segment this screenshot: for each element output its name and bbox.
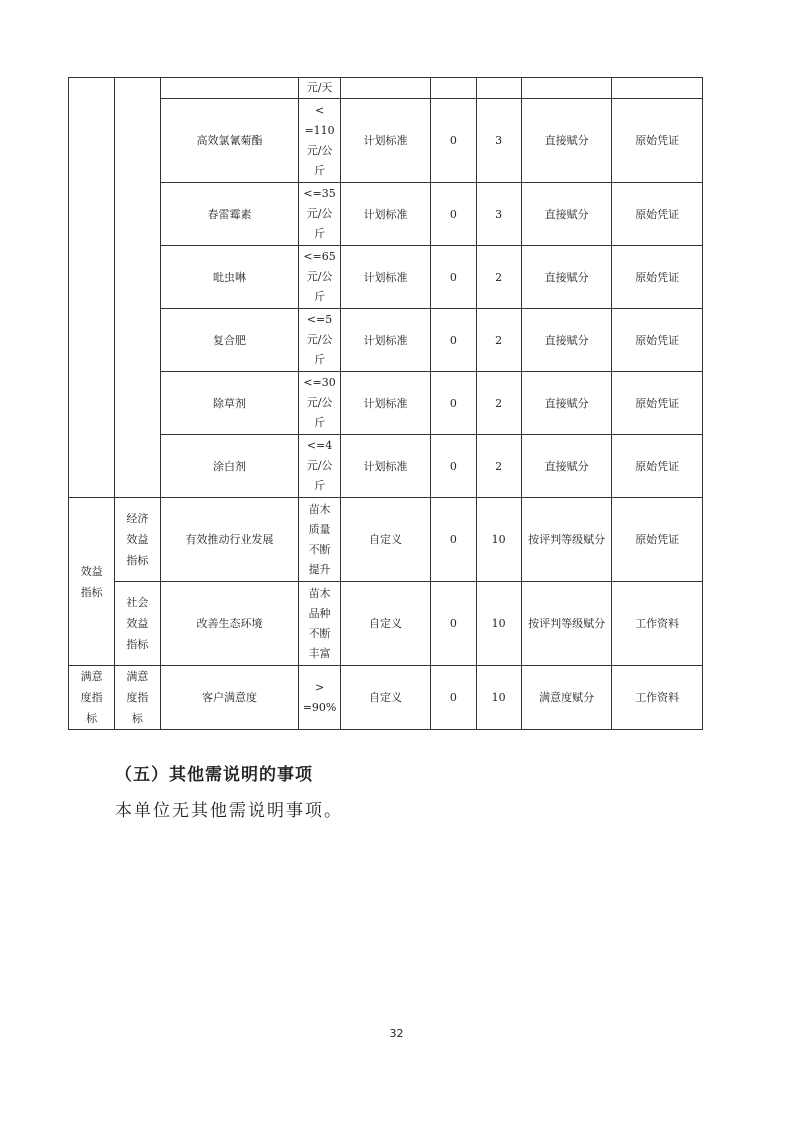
standard-cell: 苗木 品种 不断 丰富 xyxy=(299,582,340,666)
score-cell: 3 xyxy=(476,99,521,183)
section-heading: （五）其他需说明的事项 xyxy=(115,765,313,785)
min-cell: 0 xyxy=(431,372,476,435)
level2-cell xyxy=(115,78,160,498)
scoring-cell: 直接赋分 xyxy=(521,372,612,435)
level1-cell xyxy=(69,78,115,498)
standard-cell: 苗木 质量 不断 提升 xyxy=(299,498,340,582)
source-cell: 工作资料 xyxy=(612,666,703,730)
standard-cell: <=30 元/公 斤 xyxy=(299,372,340,435)
method-cell: 计划标准 xyxy=(340,309,431,372)
method-cell: 自定义 xyxy=(340,498,431,582)
source-cell: 工作资料 xyxy=(612,582,703,666)
indicator-name: 有效推动行业发展 xyxy=(160,498,299,582)
standard-cell: <=5 元/公 斤 xyxy=(299,309,340,372)
indicator-name: 吡虫啉 xyxy=(160,246,299,309)
method-cell: 计划标准 xyxy=(340,183,431,246)
indicator-name: 复合肥 xyxy=(160,309,299,372)
method-cell: 自定义 xyxy=(340,666,431,730)
table-row xyxy=(69,309,703,372)
table-row xyxy=(69,78,703,99)
scoring-cell: 直接赋分 xyxy=(521,246,612,309)
scoring-cell: 满意度赋分 xyxy=(521,666,612,730)
indicator-name: 涂白剂 xyxy=(160,435,299,498)
scoring-cell: 直接赋分 xyxy=(521,309,612,372)
standard-cell: < =110 元/公 斤 xyxy=(299,99,340,183)
min-cell: 0 xyxy=(431,582,476,666)
score-cell: 10 xyxy=(476,582,521,666)
standard-cell: <=35 元/公 斤 xyxy=(299,183,340,246)
level2-cell: 满意 度指 标 xyxy=(115,666,160,730)
method-cell: 计划标准 xyxy=(340,99,431,183)
table-row xyxy=(69,246,703,309)
standard-cell: 元/天 xyxy=(299,78,340,99)
method-cell: 自定义 xyxy=(340,582,431,666)
scoring-cell: 按评判等级赋分 xyxy=(521,498,612,582)
section-body: 本单位无其他需说明事项。 xyxy=(115,801,343,821)
source-cell: 原始凭证 xyxy=(612,246,703,309)
min-cell xyxy=(431,78,476,99)
min-cell: 0 xyxy=(431,435,476,498)
min-cell: 0 xyxy=(431,183,476,246)
source-cell: 原始凭证 xyxy=(612,498,703,582)
min-cell: 0 xyxy=(431,498,476,582)
scoring-cell xyxy=(521,78,612,99)
method-cell xyxy=(340,78,431,99)
method-cell: 计划标准 xyxy=(340,435,431,498)
standard-cell: <=65 元/公 斤 xyxy=(299,246,340,309)
min-cell: 0 xyxy=(431,246,476,309)
score-cell: 2 xyxy=(476,246,521,309)
level2-cell: 社会 效益 指标 xyxy=(115,582,160,666)
source-cell: 原始凭证 xyxy=(612,99,703,183)
min-cell: 0 xyxy=(431,99,476,183)
source-cell: 原始凭证 xyxy=(612,183,703,246)
min-cell: 0 xyxy=(431,666,476,730)
indicator-name xyxy=(160,78,299,99)
source-cell: 原始凭证 xyxy=(612,435,703,498)
source-cell: 原始凭证 xyxy=(612,372,703,435)
table-row xyxy=(69,666,703,730)
score-cell: 10 xyxy=(476,498,521,582)
page-number: 32 xyxy=(389,1027,404,1040)
score-cell xyxy=(476,78,521,99)
standard-cell: > =90% xyxy=(299,666,340,730)
scoring-cell: 按评判等级赋分 xyxy=(521,582,612,666)
table-row xyxy=(69,498,703,582)
indicator-name: 除草剂 xyxy=(160,372,299,435)
source-cell xyxy=(612,78,703,99)
indicator-name: 春雷霉素 xyxy=(160,183,299,246)
score-cell: 2 xyxy=(476,309,521,372)
scoring-cell: 直接赋分 xyxy=(521,99,612,183)
score-cell: 10 xyxy=(476,666,521,730)
indicator-name: 客户满意度 xyxy=(160,666,299,730)
indicator-name: 改善生态环境 xyxy=(160,582,299,666)
scoring-cell: 直接赋分 xyxy=(521,183,612,246)
table-row xyxy=(69,372,703,435)
level1-cell: 满意 度指 标 xyxy=(69,666,115,730)
score-cell: 2 xyxy=(476,435,521,498)
table-row xyxy=(69,99,703,183)
min-cell: 0 xyxy=(431,309,476,372)
source-cell: 原始凭证 xyxy=(612,309,703,372)
method-cell: 计划标准 xyxy=(340,246,431,309)
table-row xyxy=(69,582,703,666)
indicator-name: 高效氯氰菊酯 xyxy=(160,99,299,183)
score-cell: 2 xyxy=(476,372,521,435)
method-cell: 计划标准 xyxy=(340,372,431,435)
table-row xyxy=(69,183,703,246)
score-cell: 3 xyxy=(476,183,521,246)
table-row xyxy=(69,435,703,498)
level2-cell: 经济 效益 指标 xyxy=(115,498,160,582)
standard-cell: <=4 元/公 斤 xyxy=(299,435,340,498)
scoring-cell: 直接赋分 xyxy=(521,435,612,498)
performance-table xyxy=(68,77,703,730)
level1-cell: 效益 指标 xyxy=(69,498,115,666)
